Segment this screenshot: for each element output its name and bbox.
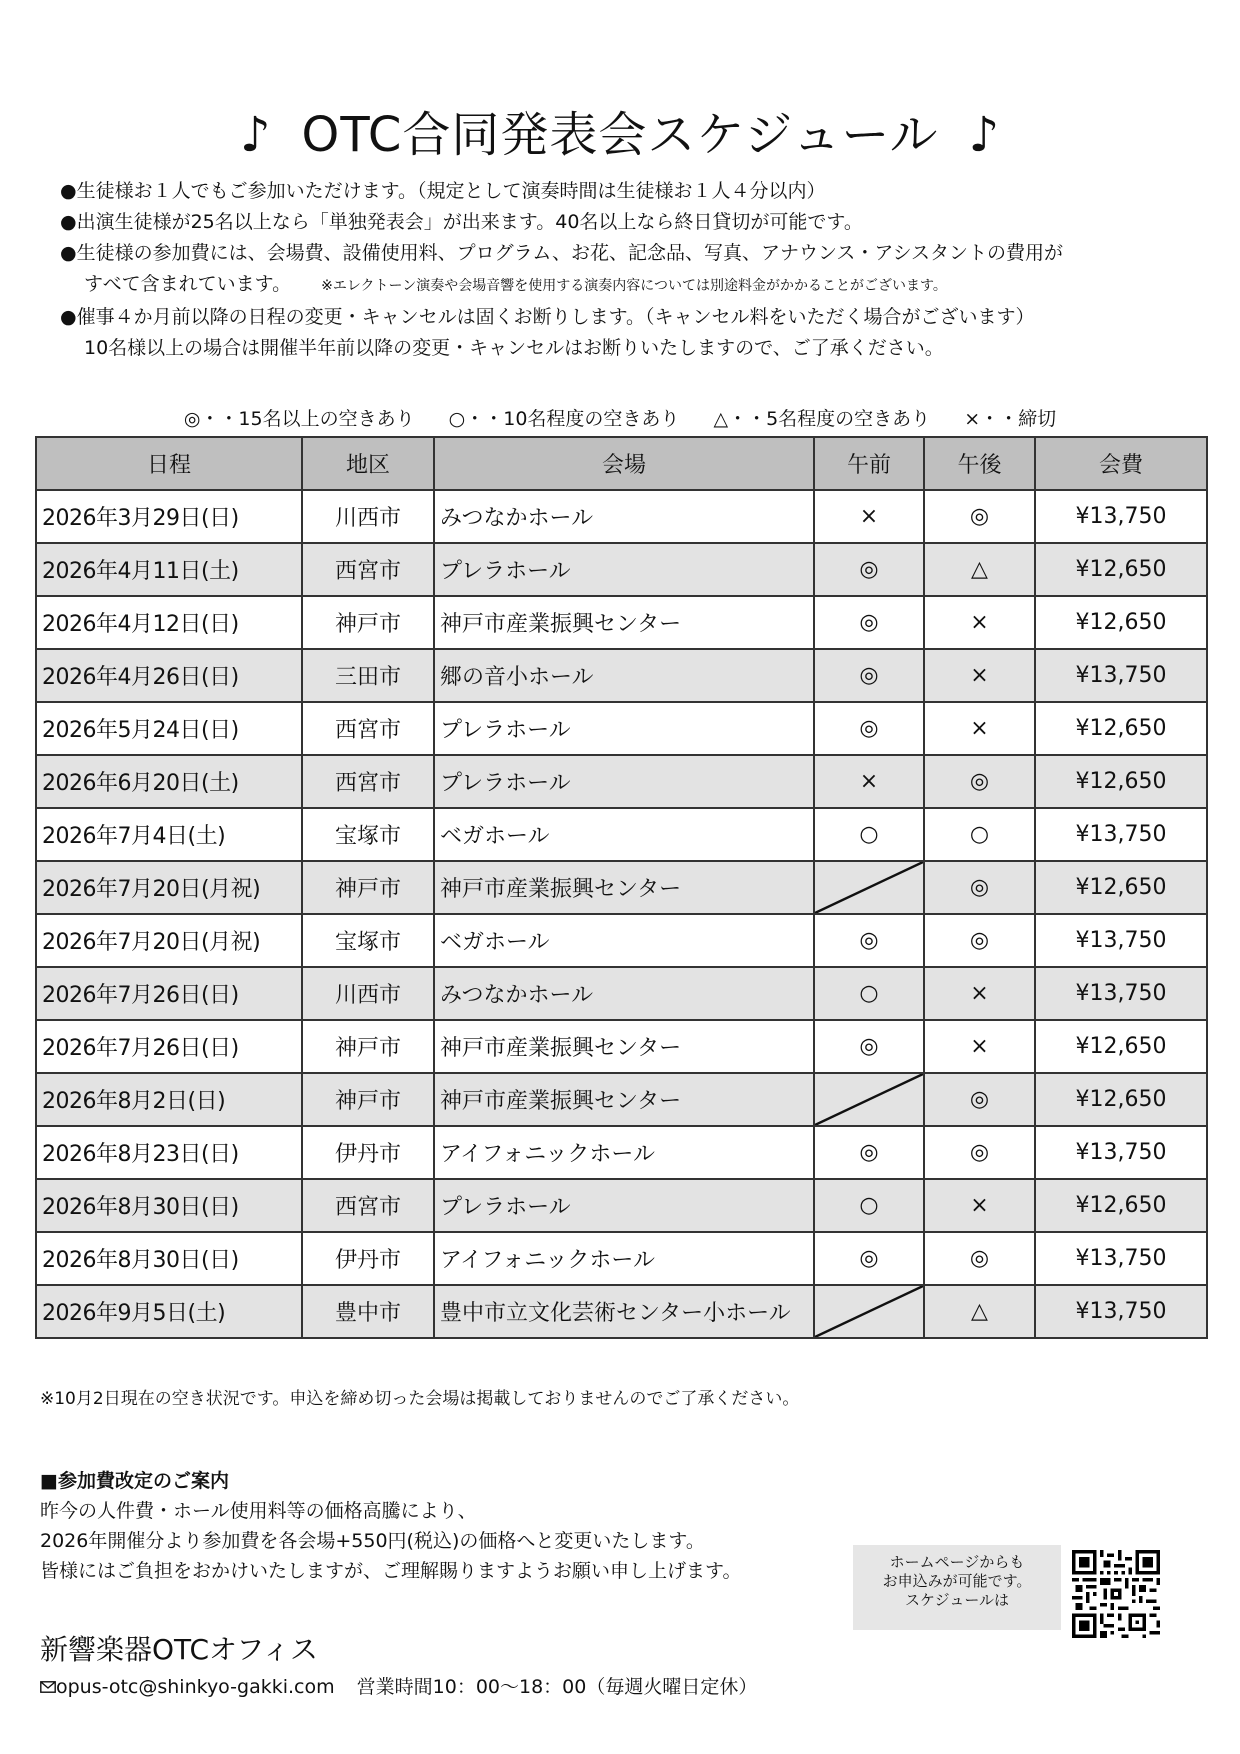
- cell-venue: プレラホール: [434, 755, 814, 808]
- office-name: 新響楽器OTCオフィス: [40, 1633, 318, 1666]
- cell-fee: ¥13,750: [1035, 649, 1207, 702]
- cell-fee: ¥13,750: [1035, 1285, 1207, 1338]
- table-row: [36, 861, 1207, 914]
- cell-date: 2026年7月4日(土): [36, 808, 302, 861]
- price-notice-body: [40, 1496, 741, 1586]
- homepage-line: ホームページからも: [889, 1553, 1025, 1571]
- cell-venue: 神戸市産業振興センター: [434, 1073, 814, 1126]
- table-row: [36, 1232, 1207, 1285]
- cell-am: ◎: [814, 1020, 924, 1073]
- header-am: 午前: [814, 437, 924, 490]
- cell-pm: ◎: [924, 490, 1035, 543]
- diagonal-slash: [815, 1286, 923, 1337]
- cell-am: ◎: [814, 702, 924, 755]
- cell-fee: ¥12,650: [1035, 596, 1207, 649]
- table-row: [36, 755, 1207, 808]
- cell-venue: ベガホール: [434, 914, 814, 967]
- cell-fee: ¥13,750: [1035, 1126, 1207, 1179]
- cell-date: 2026年4月11日(土): [36, 543, 302, 596]
- cell-area: 西宮市: [302, 702, 434, 755]
- notes-block: [60, 176, 1200, 364]
- cell-date: 2026年7月20日(月祝): [36, 861, 302, 914]
- diagonal-slash: [815, 862, 923, 913]
- footnote: ※10月2日現在の空き状況です。申込を締め切った会場は掲載しておりませんのでご了承ください。: [40, 1389, 800, 1409]
- cell-am: ◎: [814, 649, 924, 702]
- cell-pm: ×: [924, 702, 1035, 755]
- cell-am-unavailable: [814, 1285, 924, 1338]
- cell-date: 2026年4月26日(日): [36, 649, 302, 702]
- cell-fee: ¥12,650: [1035, 1073, 1207, 1126]
- table-row: [36, 1073, 1207, 1126]
- cell-fee: ¥12,650: [1035, 755, 1207, 808]
- note-small-text: ※エレクトーン演奏や会場音響を使用する演奏内容については別途料金がかかることがございます。: [321, 278, 947, 294]
- header-date: 日程: [36, 437, 302, 490]
- cell-venue: みつなかホール: [434, 490, 814, 543]
- title-text: OTC合同発表会スケジュール: [301, 107, 939, 163]
- note-line: ●生徒様の参加費には、会場費、設備使用料、プログラム、お花、記念品、写真、アナウンス・アシスタントの費用が: [60, 242, 1064, 264]
- note-line: ●出演生徒様が25名以上なら「単独発表会」が出来ます。40名以上なら終日貸切が可能です。: [60, 211, 863, 233]
- cell-am: ○: [814, 1179, 924, 1232]
- header-pm: 午後: [924, 437, 1035, 490]
- cell-pm: ×: [924, 1179, 1035, 1232]
- legend-item: ×・・締切: [964, 408, 1057, 430]
- cell-am: ○: [814, 808, 924, 861]
- table-row: [36, 808, 1207, 861]
- table-row: [36, 543, 1207, 596]
- cell-date: 2026年7月26日(日): [36, 1020, 302, 1073]
- note-text: すべて含まれています。: [84, 273, 292, 295]
- legend-item: △・・5名程度の空きあり: [713, 408, 931, 430]
- note-line: [60, 269, 1200, 302]
- cell-date: 2026年8月2日(日): [36, 1073, 302, 1126]
- price-line: 皆様にはご負担をおかけいたしますが、ご理解賜りますようお願い申し上げます。: [40, 1560, 742, 1582]
- legend-item: ◎・・15名以上の空きあり: [183, 408, 415, 430]
- cell-area: 宝塚市: [302, 808, 434, 861]
- cell-am: ◎: [814, 1126, 924, 1179]
- contact-line: [40, 1672, 757, 1699]
- cell-fee: ¥13,750: [1035, 914, 1207, 967]
- header-venue: 会場: [434, 437, 814, 490]
- cell-am: ○: [814, 967, 924, 1020]
- cell-area: 西宮市: [302, 755, 434, 808]
- cell-pm: ×: [924, 596, 1035, 649]
- cell-venue: プレラホール: [434, 543, 814, 596]
- cell-area: 宝塚市: [302, 914, 434, 967]
- cell-area: 川西市: [302, 967, 434, 1020]
- cell-fee: ¥12,650: [1035, 543, 1207, 596]
- cell-pm: △: [924, 1285, 1035, 1338]
- legend-item: ○・・10名程度の空きあり: [448, 408, 680, 430]
- cell-area: 伊丹市: [302, 1126, 434, 1179]
- cell-venue: アイフォニックホール: [434, 1232, 814, 1285]
- cell-area: 西宮市: [302, 1179, 434, 1232]
- price-notice-heading: ■参加費改定のご案内: [40, 1470, 229, 1492]
- cell-venue: 豊中市立文化芸術センター小ホール: [434, 1285, 814, 1338]
- mail-icon: [40, 1681, 56, 1693]
- cell-venue: 神戸市産業振興センター: [434, 596, 814, 649]
- table-row: [36, 967, 1207, 1020]
- cell-pm: ◎: [924, 1126, 1035, 1179]
- table-row: [36, 649, 1207, 702]
- cell-date: 2026年7月26日(日): [36, 967, 302, 1020]
- cell-date: 2026年7月20日(月祝): [36, 914, 302, 967]
- cell-fee: ¥12,650: [1035, 861, 1207, 914]
- cell-pm: ◎: [924, 1232, 1035, 1285]
- cell-area: 神戸市: [302, 861, 434, 914]
- cell-pm: ×: [924, 967, 1035, 1020]
- cell-date: 2026年8月30日(日): [36, 1232, 302, 1285]
- header-fee: 会費: [1035, 437, 1207, 490]
- cell-venue: アイフォニックホール: [434, 1126, 814, 1179]
- cell-pm: ◎: [924, 755, 1035, 808]
- table-row: [36, 490, 1207, 543]
- cell-area: 神戸市: [302, 1073, 434, 1126]
- cell-fee: ¥13,750: [1035, 967, 1207, 1020]
- cell-pm: △: [924, 543, 1035, 596]
- cell-pm: ◎: [924, 1073, 1035, 1126]
- table-row: [36, 914, 1207, 967]
- cell-pm: ×: [924, 649, 1035, 702]
- cell-am: ×: [814, 490, 924, 543]
- cell-date: 2026年6月20日(土): [36, 755, 302, 808]
- cell-am-unavailable: [814, 1073, 924, 1126]
- note-line: ●生徒様お１人でもご参加いただけます。（規定として演奏時間は生徒様お１人４分以内）: [60, 180, 826, 202]
- cell-date: 2026年8月23日(日): [36, 1126, 302, 1179]
- cell-area: 神戸市: [302, 596, 434, 649]
- cell-venue: プレラホール: [434, 1179, 814, 1232]
- cell-venue: 郷の音小ホール: [434, 649, 814, 702]
- cell-am: ◎: [814, 543, 924, 596]
- music-note-icon: ♪: [968, 107, 1001, 163]
- diagonal-slash: [815, 1074, 923, 1125]
- homepage-box: [853, 1545, 1061, 1630]
- cell-fee: ¥13,750: [1035, 1232, 1207, 1285]
- note-line: 10名様以上の場合は開催半年前以降の変更・キャンセルはお断りいたしますので、ご了承ください。: [84, 337, 944, 359]
- table-body: [36, 490, 1207, 1338]
- price-line: 2026年開催分より参加費を各会場+550円(税込)の価格へと変更いたします。: [40, 1530, 705, 1552]
- cell-area: 三田市: [302, 649, 434, 702]
- cell-pm: ×: [924, 1020, 1035, 1073]
- schedule-table: [35, 436, 1208, 1339]
- cell-pm: ◎: [924, 914, 1035, 967]
- cell-fee: ¥12,650: [1035, 1020, 1207, 1073]
- business-hours: 営業時間10：00～18：00（毎週火曜日定休）: [356, 1676, 758, 1698]
- cell-am: ×: [814, 755, 924, 808]
- cell-area: 伊丹市: [302, 1232, 434, 1285]
- note-line: ●催事４か月前以降の日程の変更・キャンセルは固くお断りします。（キャンセル料をいただく場合がございます）: [60, 306, 1035, 328]
- cell-area: 川西市: [302, 490, 434, 543]
- cell-area: 神戸市: [302, 1020, 434, 1073]
- cell-venue: ベガホール: [434, 808, 814, 861]
- cell-am: ◎: [814, 1232, 924, 1285]
- legend: [0, 404, 1240, 431]
- cell-fee: ¥12,650: [1035, 702, 1207, 755]
- cell-date: 2026年9月5日(土): [36, 1285, 302, 1338]
- homepage-line: スケジュールは: [904, 1591, 1010, 1609]
- cell-date: 2026年3月29日(日): [36, 490, 302, 543]
- cell-am: ◎: [814, 914, 924, 967]
- table-row: [36, 702, 1207, 755]
- table-row: [36, 596, 1207, 649]
- email-link[interactable]: opus-otc@shinkyo-gakki.com: [56, 1676, 335, 1698]
- cell-am: ◎: [814, 596, 924, 649]
- cell-venue: 神戸市産業振興センター: [434, 861, 814, 914]
- table-row: [36, 1126, 1207, 1179]
- cell-date: 2026年5月24日(日): [36, 702, 302, 755]
- cell-fee: ¥13,750: [1035, 490, 1207, 543]
- homepage-line: お申込みが可能です。: [882, 1572, 1032, 1590]
- page-title: [0, 96, 1240, 165]
- cell-pm: ○: [924, 808, 1035, 861]
- header-area: 地区: [302, 437, 434, 490]
- cell-area: 西宮市: [302, 543, 434, 596]
- cell-pm: ◎: [924, 861, 1035, 914]
- price-line: 昨今の人件費・ホール使用料等の価格高騰により、: [40, 1500, 477, 1522]
- cell-fee: ¥12,650: [1035, 1179, 1207, 1232]
- table-header-row: [36, 437, 1207, 490]
- cell-am-unavailable: [814, 861, 924, 914]
- cell-fee: ¥13,750: [1035, 808, 1207, 861]
- music-note-icon: ♪: [239, 107, 272, 163]
- cell-area: 豊中市: [302, 1285, 434, 1338]
- cell-venue: プレラホール: [434, 702, 814, 755]
- cell-date: 2026年8月30日(日): [36, 1179, 302, 1232]
- cell-venue: 神戸市産業振興センター: [434, 1020, 814, 1073]
- table-row: [36, 1020, 1207, 1073]
- cell-date: 2026年4月12日(日): [36, 596, 302, 649]
- qr-code-icon[interactable]: [1072, 1550, 1160, 1638]
- table-row: [36, 1179, 1207, 1232]
- cell-venue: みつなかホール: [434, 967, 814, 1020]
- table-row: [36, 1285, 1207, 1338]
